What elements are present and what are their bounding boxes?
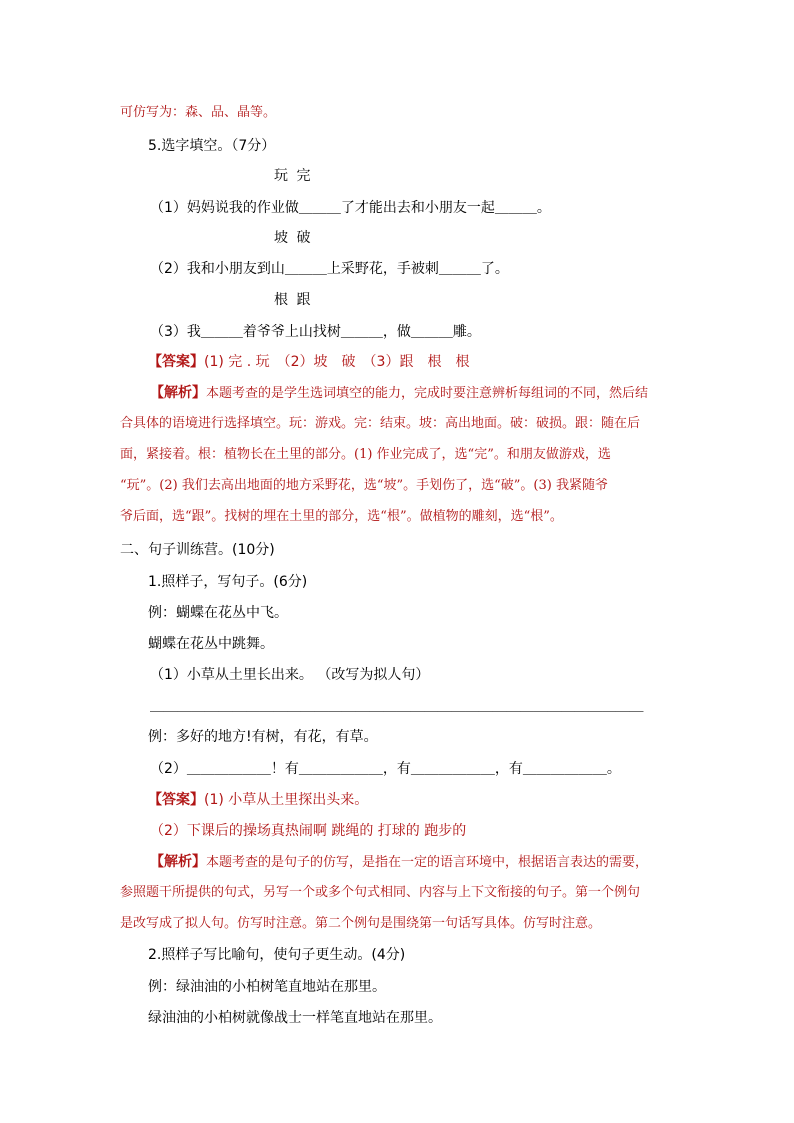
example-2: 例：多好的地方!有树，有花，有草。 (148, 729, 378, 745)
choices-1: 玩 完 (274, 168, 313, 184)
analysis-1-line-2: 合具体的语境进行选择填空。玩：游戏。完：结束。坡：高出地面。破：破损。跟：随在后 (120, 416, 641, 431)
answer-blank-line: ＿＿＿＿＿＿＿＿＿＿＿＿＿＿＿＿＿＿＿＿＿＿＿＿＿＿＿＿＿＿＿＿＿＿＿＿ (150, 698, 644, 714)
analysis-text: 本题考查的是学生选词填空的能力，完成时要注意辨析每组词的不同，然后结 (206, 386, 649, 401)
answer-tag: 【答案】 (148, 354, 204, 370)
example-3-a: 例：绿油油的小柏树笔直地站在那里。 (148, 979, 386, 995)
question-5-line-1: （1）妈妈说我的作业做＿＿＿了才能出去和小朋友一起＿＿＿。 (150, 200, 551, 216)
choices-3: 根 跟 (274, 292, 313, 308)
answer-block-1 (148, 352, 469, 372)
analysis-1-line-1 (150, 383, 648, 404)
answer-2-line-2: （2）下课后的操场真热闹啊 跳绳的 打球的 跑步的 (150, 823, 467, 839)
item-1: （1）小草从土里长出来。 （改写为拟人句） (150, 667, 430, 683)
top-note: 可仿写为：森、品、晶等。 (120, 105, 277, 120)
question-2-title: 2.照样子写比喻句，使句子更生动。(4分) (148, 947, 406, 963)
answer-block-2 (148, 790, 368, 810)
analysis-1-line-5: 爷后面，选“跟”。找树的埋在土里的部分，选“根”。做植物的雕刻，选“根”。 (120, 509, 563, 524)
analysis-tag: 【解析】 (150, 854, 206, 870)
analysis-2-line-1 (150, 852, 648, 873)
section-2-title: 二、句子训练营。(10分) (120, 542, 275, 558)
answer-text: (1) 小草从土里探出头来。 (204, 792, 369, 808)
choices-2: 坡 破 (274, 230, 313, 246)
analysis-1-line-3: 面，紧接着。根：植物长在土里的部分。(1) 作业完成了，选“完”。和朋友做游戏，选 (120, 447, 611, 462)
question-5-line-3: （3）我＿＿＿着爷爷上山找树＿＿＿，做＿＿＿雕。 (150, 324, 481, 340)
question-1-title: 1.照样子，写句子。(6分) (148, 574, 308, 590)
question-5-line-2: （2）我和小朋友到山＿＿＿上采野花，手被刺＿＿＿了。 (150, 261, 509, 277)
example-3-b: 绿油油的小柏树就像战士一样笔直地站在那里。 (148, 1010, 442, 1026)
answer-tag: 【答案】 (148, 792, 204, 808)
answer-text: (1) 完 . 玩 （2）坡 破 （3）跟 根 根 (204, 354, 470, 370)
analysis-1-line-4: “玩”。(2) 我们去高出地面的地方采野花，选“坡”。手划伤了，选“破”。(3) 我紧随爷 (120, 478, 608, 493)
analysis-tag: 【解析】 (150, 385, 206, 401)
analysis-2-line-3: 是改写成了拟人句。仿写时注意。第二个例句是围绕第一句话写具体。仿写时注意。 (120, 916, 602, 931)
example-1-b: 蝴蝶在花丛中跳舞。 (148, 636, 274, 652)
item-2: （2）＿＿＿＿＿＿！有＿＿＿＿＿＿，有＿＿＿＿＿＿，有＿＿＿＿＿＿。 (150, 761, 621, 777)
question-5-title: 5.选字填空。（7分） (148, 138, 276, 154)
example-1-a: 例：蝴蝶在花丛中飞。 (148, 605, 288, 621)
analysis-2-line-2: 参照题干所提供的句式，另写一个或多个句式相同、内容与上下文衔接的句子。第一个例句 (120, 885, 641, 900)
analysis-text: 本题考查的是句子的仿写，是指在一定的语言环境中，根据语言表达的需要， (206, 855, 649, 870)
